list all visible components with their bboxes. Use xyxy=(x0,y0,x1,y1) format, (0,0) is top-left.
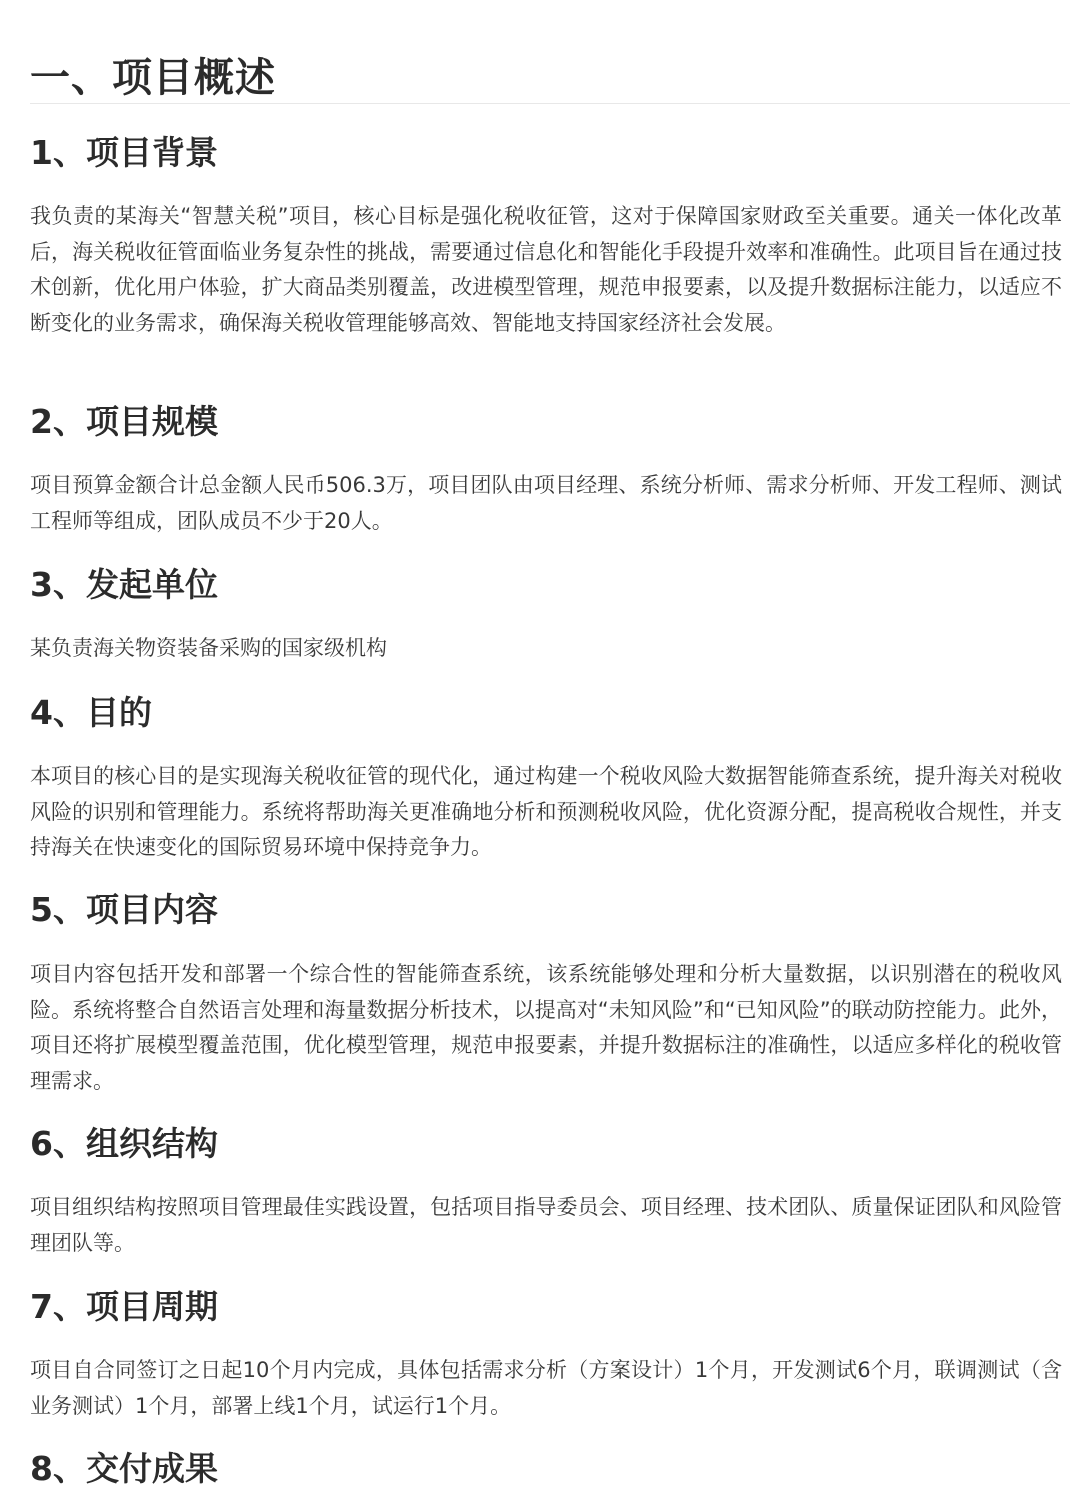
title-divider xyxy=(30,103,1070,104)
section-body-initiator: 某负责海关物资装备采购的国家级机构 xyxy=(30,636,387,660)
section-heading-background: 1、项目背景 xyxy=(30,133,218,172)
section-body-purpose: 本项目的核心目的是实现海关税收征管的现代化，通过构建一个税收风险大数据智能筛查系统，提升海关对税收风险的识别和管理能力。系统将帮助海关更准确地分析和预测税收风险，优化资源分配，提高税收合规性，并支持海关在快速变化的国际贸易环境中保持竞争力。 xyxy=(30,764,1062,859)
page-title: 一、项目概述 xyxy=(30,55,276,101)
section-heading-organization: 6、组织结构 xyxy=(30,1124,218,1163)
section-heading-deliverables: 8、交付成果 xyxy=(30,1449,218,1488)
section-heading-timeline: 7、项目周期 xyxy=(30,1287,218,1326)
section-body-background: 我负责的某海关“智慧关税”项目，核心目标是强化税收征管，这对于保障国家财政至关重要。通关一体化改革后，海关税收征管面临业务复杂性的挑战，需要通过信息化和智能化手段提升效率和准确性。此项目旨在通过技术创新，优化用户体验，扩大商品类别覆盖，改进模型管理，规范申报要素，以及提升数据标注能力，以适应不断变化的业务需求，确保海关税收管理能够高效、智能地支持国家经济社会发展。 xyxy=(30,204,1062,335)
section-body-scale: 项目预算金额合计总金额人民币506.3万，项目团队由项目经理、系统分析师、需求分析师、开发工程师、测试工程师等组成，团队成员不少于20人。 xyxy=(30,473,1062,533)
section-heading-scale: 2、项目规模 xyxy=(30,402,218,441)
section-heading-initiator: 3、发起单位 xyxy=(30,565,218,604)
section-body-content: 项目内容包括开发和部署一个综合性的智能筛查系统，该系统能够处理和分析大量数据，以识别潜在的税收风险。系统将整合自然语言处理和海量数据分析技术，以提高对“未知风险”和“已知风险”的联动防控能力。此外，项目还将扩展模型覆盖范围，优化模型管理，规范申报要素，并提升数据标注的准确性，以适应多样化的税收管理需求。 xyxy=(30,962,1062,1093)
section-body-timeline: 项目自合同签订之日起10个月内完成，具体包括需求分析（方案设计）1个月，开发测试6个月，联调测试（含业务测试）1个月，部署上线1个月，试运行1个月。 xyxy=(30,1358,1062,1418)
section-heading-content: 5、项目内容 xyxy=(30,890,218,929)
section-heading-purpose: 4、目的 xyxy=(30,693,152,732)
section-body-organization: 项目组织结构按照项目管理最佳实践设置，包括项目指导委员会、项目经理、技术团队、质量保证团队和风险管理团队等。 xyxy=(30,1195,1062,1255)
